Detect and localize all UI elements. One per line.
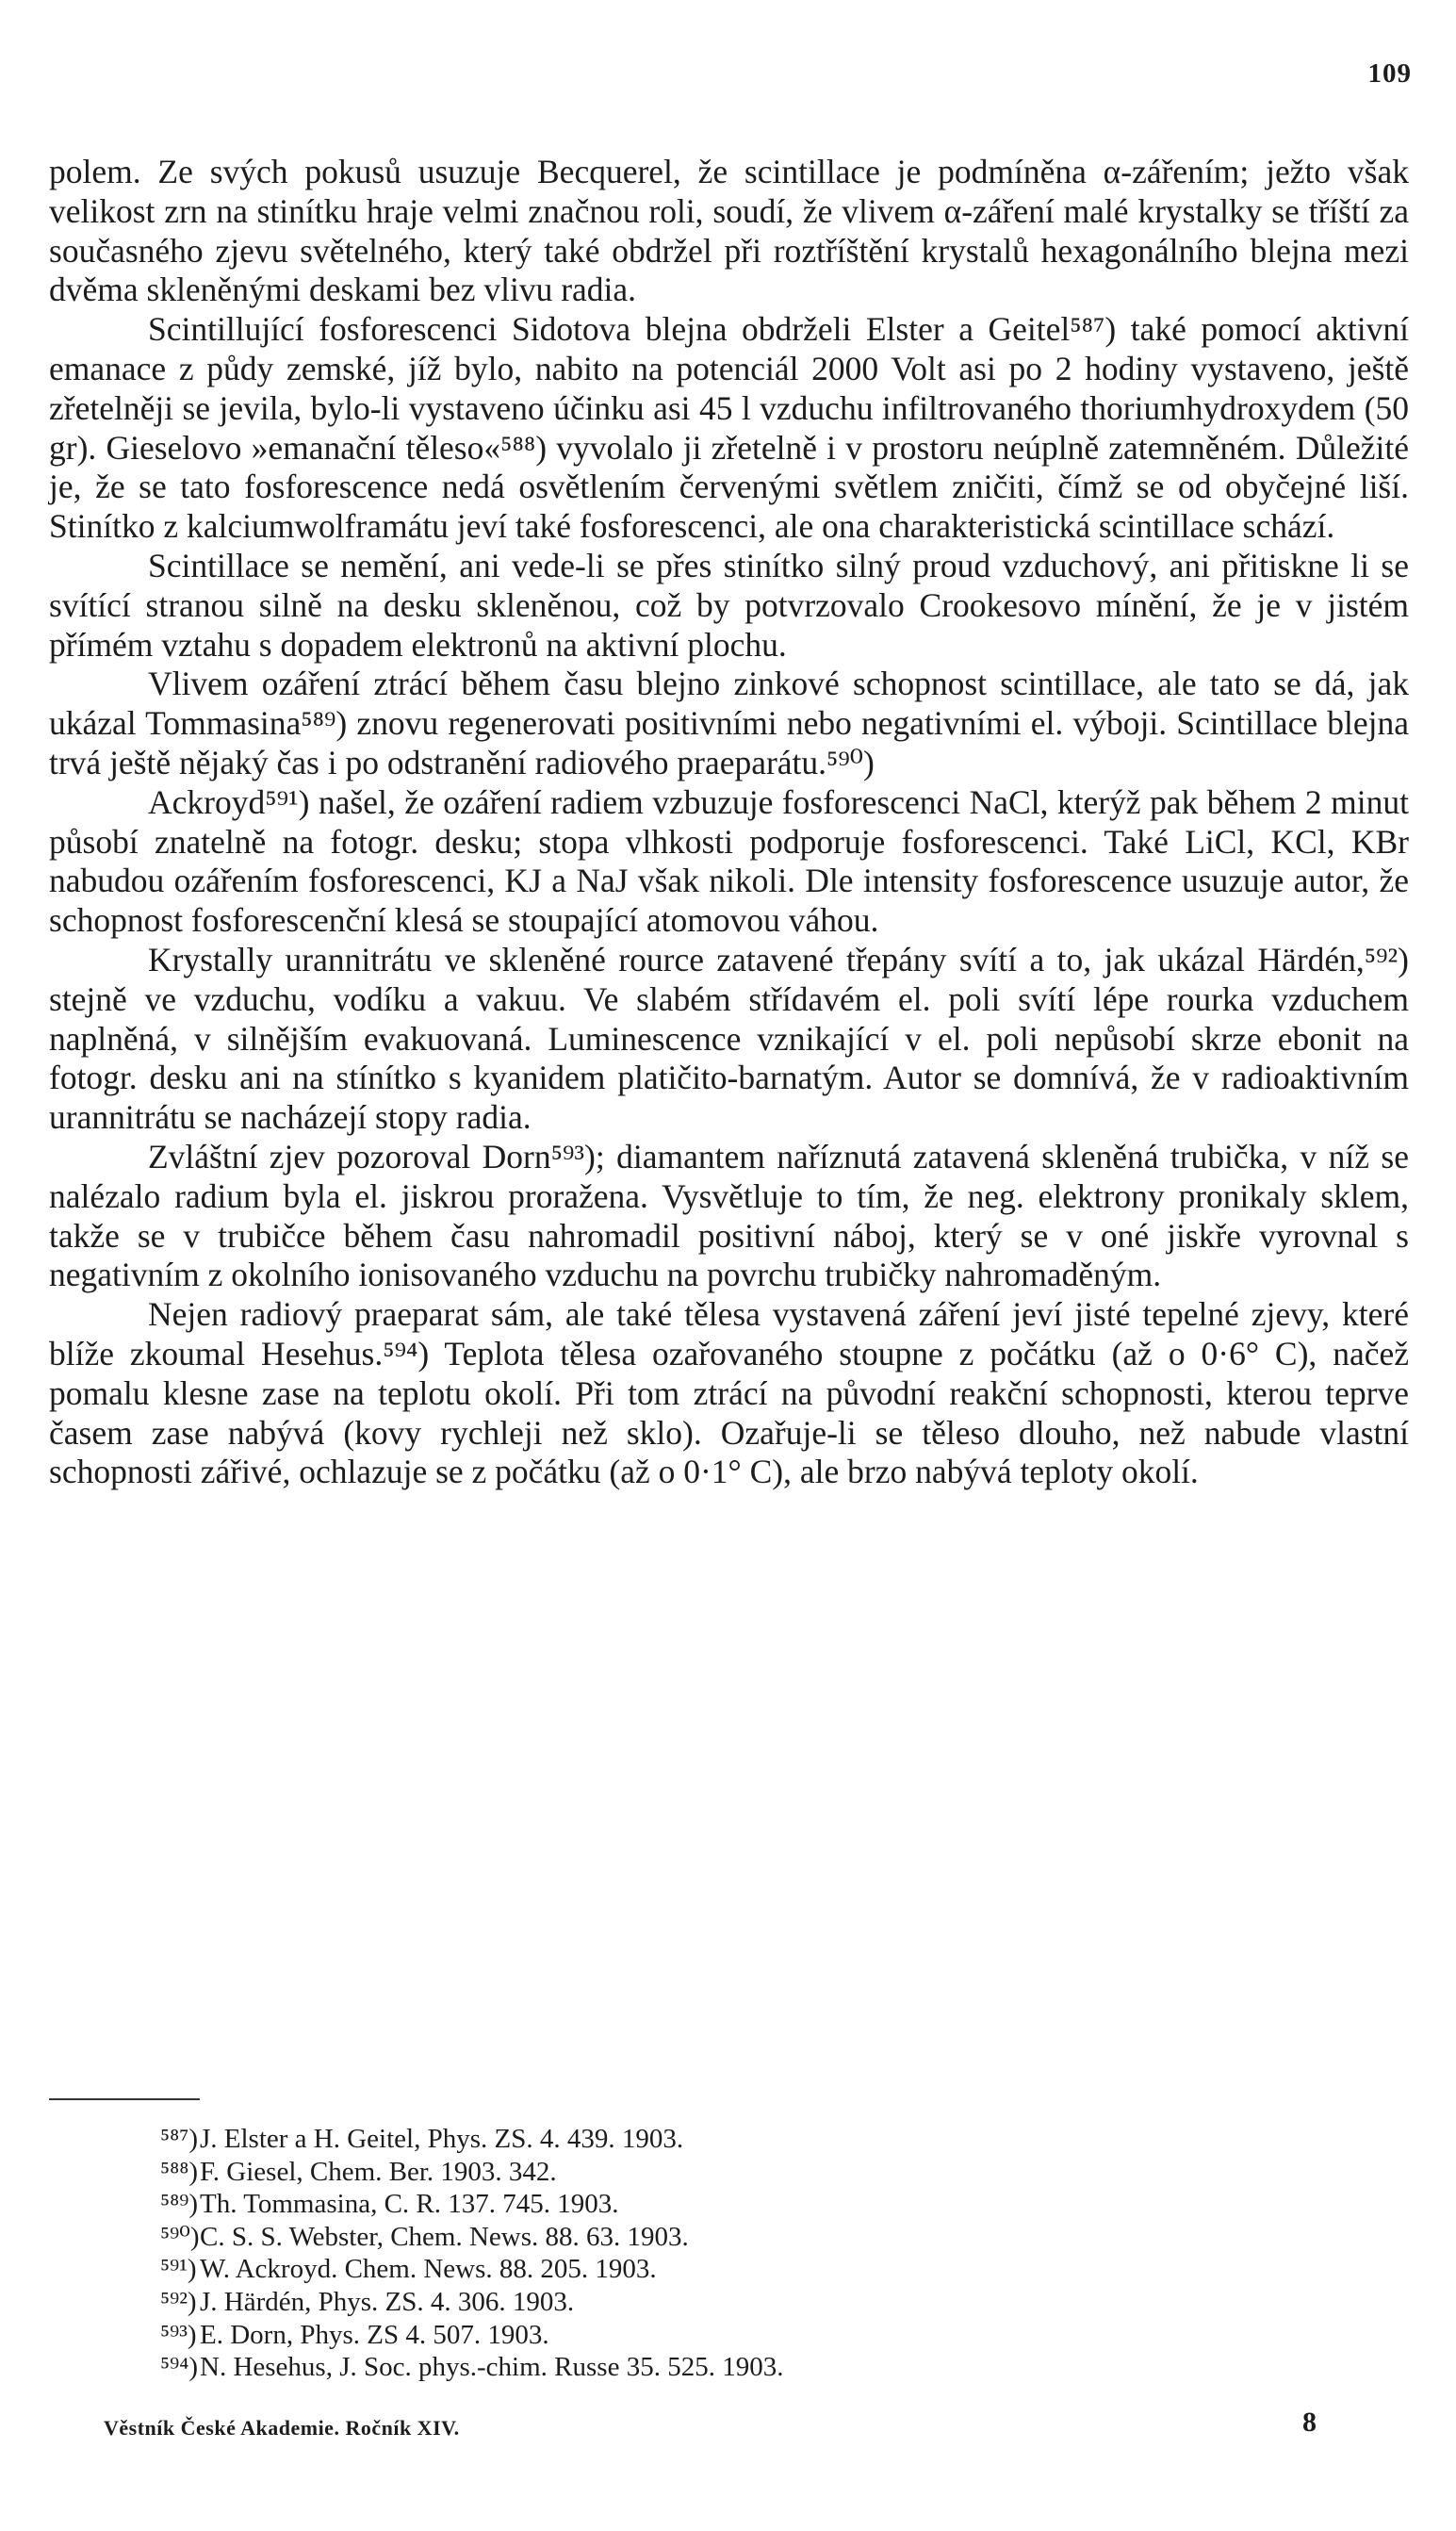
paragraph-7: Zvláštní zjev pozoroval Dorn⁵⁹³); diamantem naříznutá zatavená skleněná trubička, v níž se nalézalo radium byla el. jiskrou proražena. Vysvětluje to tím, že neg. elektrony pronikaly sklem, takže se v trubičce během času nahromadil positivní náboj, který se v oné jiskře vyrovnal s negativním z okolního ionisovaného vzduchu na povrchu trubičky nahromaděným. <box>49 1137 1409 1294</box>
footnote-marker: ⁵⁸⁷) <box>160 2124 198 2154</box>
paragraph-6: Krystally urannitrátu ve skleněné rource zatavené třepány svítí a to, jak ukázal Härdén,⁵⁹²) stejně ve vzduchu, vodíku a vakuu. Ve slabém střídavém el. poli svítí lépe rourka vzduchem naplněná, v silnějším evakuovaná. Luminescence vznikající v el. poli nepůsobí skrze ebonit na fotogr. desku ani na stínítko s kyanidem platičito-barnatým. Autor se domnívá, že v radioaktivním urannitrátu se nacházejí stopy radia. <box>49 940 1409 1137</box>
paragraph-1: polem. Ze svých pokusů usuzuje Becquerel, že scintillace je podmíněna α-zářením; ježto však velikost zrn na stinítku hraje velmi značnou roli, soudí, že vlivem α-záření malé krystalky se tříští za současného zjevu světelného, který také obdržel při roztříštění krystalů hexagonálního blejna mezi dvěma skleněnými deskami bez vlivu radia. <box>49 153 1409 309</box>
body-text <box>49 153 1409 1492</box>
footnote-marker: ⁵⁹¹) <box>160 2254 197 2285</box>
paragraph-8: Nejen radiový praeparat sám, ale také tělesa vystavená záření jeví jisté tepelné zjevy, které blíže zkoumal Hesehus.⁵⁹⁴) Teplota tělesa ozařovaného stoupne z počátku (až o 0·6° C), načež pomalu klesne zase na teplotu okolí. Při tom ztrácí na původní reakční schopnosti, kterou teprve časem zase nabývá (kovy rychleji než sklo). Ozařuje-li se těleso dlouho, než nabude vlastní schopnosti zářivé, ochlazuje se z počátku (až o 0·1° C), ale brzo nabývá teploty okolí. <box>49 1295 1409 1491</box>
paragraph-3: Scintillace se nemění, ani vede-li se přes stinítko silný proud vzduchový, ani přitiskne li se svítící stranou silně na desku skleněnou, což by potvrzovalo Crookesovo mínění, že je v jistém přímém vztahu s dopadem elektronů na aktivní plochu. <box>49 546 1409 664</box>
footnote-divider <box>49 2098 200 2100</box>
footnote <box>160 2156 1385 2189</box>
footnotes <box>160 2123 1385 2384</box>
footnote-marker: ⁵⁸⁸) <box>160 2156 198 2187</box>
footnote <box>160 2351 1385 2384</box>
footnote-text: E. Dorn, Phys. ZS 4. 507. 1903. <box>200 2319 549 2350</box>
footnote-text: J. Härdén, Phys. ZS. 4. 306. 1903. <box>200 2286 575 2317</box>
footnote-text: N. Hesehus, J. Soc. phys.-chim. Russe 35. 525. 1903. <box>200 2352 784 2383</box>
footnote-text: C. S. S. Webster, Chem. News. 88. 63. 1903. <box>200 2221 689 2252</box>
footnote-marker: ⁵⁹³) <box>160 2319 197 2350</box>
footnote-marker: ⁵⁸⁹) <box>160 2189 198 2220</box>
footnote <box>160 2253 1385 2286</box>
paragraph-4: Vlivem ozáření ztrácí během času blejno zinkové schopnost scintillace, ale tato se dá, jak ukázal Tommasina⁵⁸⁹) znovu regenerovati positivními nebo negativními el. výboji. Scintillace blejna trvá ještě nějaký čas i po odstranění radiového praeparátu.⁵⁹⁰) <box>49 665 1409 781</box>
footnote-text: F. Giesel, Chem. Ber. 1903. 342. <box>200 2156 557 2187</box>
footnote-text: Th. Tommasina, C. R. 137. 745. 1903. <box>200 2189 619 2220</box>
page-number: 109 <box>1367 58 1412 89</box>
signature-mark: 8 <box>1302 2407 1317 2438</box>
footnote <box>160 2188 1385 2221</box>
paragraph-2: Scintillující fosforescenci Sidotova blejna obdrželi Elster a Geitel⁵⁸⁷) také pomocí aktivní emanace z půdy zemské, jíž bylo, nabito na potenciál 2000 Volt asi po 2 hodiny vystaveno, ještě zřetelněji se jevila, bylo-li vystaveno účinku asi 45 l vzduchu infiltrovaného thoriumhydroxydem (50 gr). Gieselovo »emanační těleso«⁵⁸⁸) vyvolalo ji zřetelně i v prostoru neúplně zatemněném. Důležité je, že se tato fosforescence nedá osvětlením červenými světlem zničiti, čímž se od obyčejné liší. Stinítko z kalciumwolframátu jeví také fosforescenci, ale ona charakteristická scintillace schází. <box>49 310 1409 546</box>
paragraph-5: Ackroyd⁵⁹¹) našel, že ozáření radiem vzbuzuje fosforescenci NaCl, kterýž pak během 2 minut působí znatelně na fotogr. desku; stopa vlhkosti podporuje fosforescenci. Také LiCl, KCl, KBr nabudou ozářením fosforescenci, KJ a NaJ však nikoli. Dle intensity fosforescence usuzuje autor, že schopnost fosforescenční klesá se stoupající atomovou váhou. <box>49 782 1409 940</box>
footnote <box>160 2286 1385 2319</box>
footnote-marker: ⁵⁹²) <box>160 2286 197 2317</box>
footnote-text: W. Ackroyd. Chem. News. 88. 205. 1903. <box>200 2254 657 2285</box>
footnote-marker: ⁵⁹⁴) <box>160 2352 198 2383</box>
footnote-marker: ⁵⁹⁰) <box>160 2221 200 2252</box>
footnote <box>160 2221 1385 2254</box>
footnote <box>160 2319 1385 2352</box>
journal-footer: Věstník České Akademie. Ročník XIV. <box>104 2416 460 2440</box>
footnote <box>160 2123 1385 2156</box>
footnote-text: J. Elster a H. Geitel, Phys. ZS. 4. 439. 1903. <box>200 2124 684 2154</box>
